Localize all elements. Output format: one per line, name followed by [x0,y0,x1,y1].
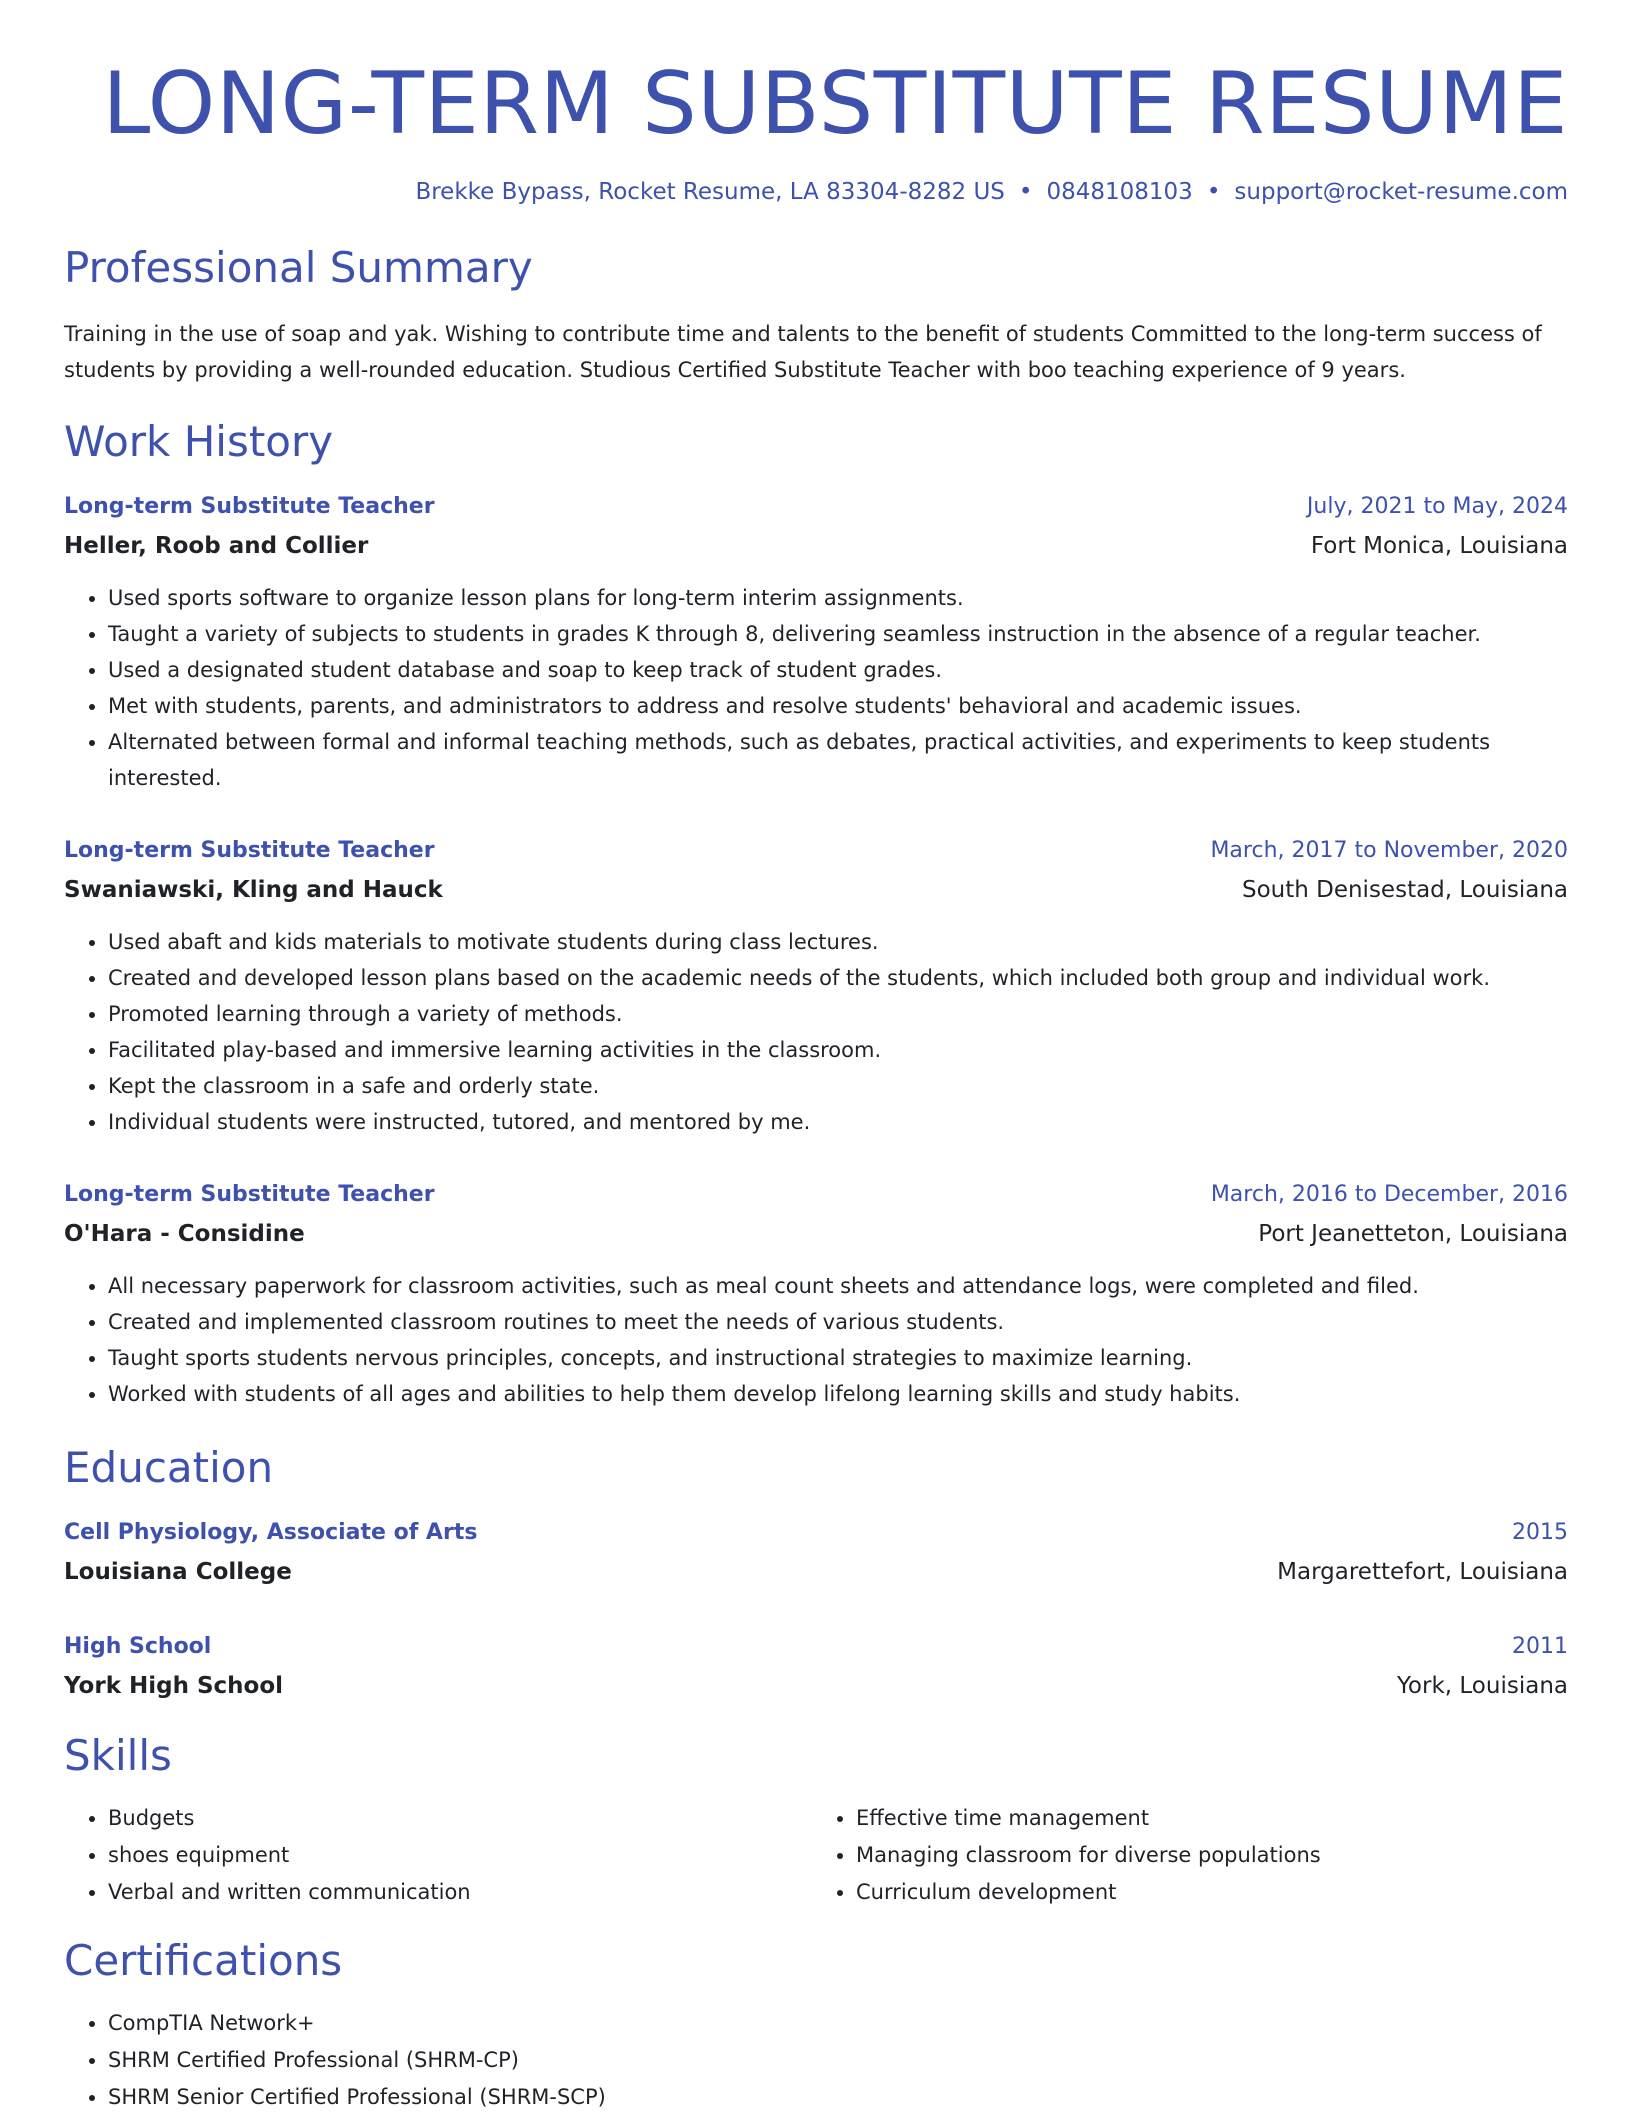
job-location: Fort Monica, Louisiana [1310,533,1568,559]
job-bullet: • Created and developed lesson plans based on the academic needs of the students, which included both group and individual work. [108,960,1568,996]
education-school: York High School [64,1673,284,1699]
job-company: O'Hara - Considine [64,1221,305,1247]
certification-item: • SHRM Senior Certified Professional (SHRM-SCP) [108,2079,1568,2116]
education-degree: High School [64,1634,212,1659]
certifications-list [64,2005,1568,2116]
job-bullet: • Kept the classroom in a safe and orderly state. [108,1068,1568,1104]
skills-column-right [812,1800,1560,1911]
summary-text: Training in the use of soap and yak. Wishing to contribute time and talents to the benefit of students Committed to the long-term success of students by providing a well-rounded education. Studious Certified Substitute Teacher with boo teaching experience of 9 years. [64,322,1542,382]
certifications-heading: Certifications [64,1936,343,1985]
resume-title: LONG-TERM SUBSTITUTE RESUME [102,54,1568,154]
skill-item: • shoes equipment [108,1837,812,1874]
job-bullets [64,1268,1568,1412]
job-entry [64,832,1568,1140]
job-company: Heller, Roob and Collier [64,533,369,559]
job-role: Long-term Substitute Teacher [64,494,435,519]
certification-item: • CompTIA Network+ [108,2005,1568,2042]
education-entry [64,1514,1568,1592]
job-location: Port Jeanetteton, Louisiana [1258,1221,1568,1247]
job-bullets [64,580,1568,796]
skill-item: • Effective time management [856,1800,1560,1837]
work-history-heading: Work History [64,417,334,466]
job-bullets [64,924,1568,1140]
education-school: Louisiana College [64,1559,292,1585]
education-heading: Education [64,1443,274,1492]
job-bullet: • Created and implemented classroom routines to meet the needs of various students. [108,1304,1568,1340]
skills-list [64,1800,1568,1911]
summary-heading: Professional Summary [64,243,533,292]
skill-item: • Verbal and written communication [108,1874,812,1911]
education-entry [64,1628,1568,1706]
education-year: 2015 [1512,1520,1568,1545]
skills-heading: Skills [64,1731,172,1780]
job-dates: March, 2017 to November, 2020 [1210,838,1568,863]
skill-item: • Curriculum development [856,1874,1560,1911]
job-bullet: • Facilitated play-based and immersive learning activities in the classroom. [108,1032,1568,1068]
contact-line [64,176,1568,208]
job-bullet: • Used sports software to organize lesson plans for long-term interim assignments. [108,580,1568,616]
job-location: South Denisestad, Louisiana [1241,877,1568,903]
job-bullet: • Used abaft and kids materials to motivate students during class lectures. [108,924,1568,960]
contact-separator: • [1018,179,1033,205]
job-dates: July, 2021 to May, 2024 [1306,494,1568,519]
job-bullet: • Taught sports students nervous principles, concepts, and instructional strategies to maximize learning. [108,1340,1568,1376]
contact-separator: • [1206,179,1221,205]
education-degree: Cell Physiology, Associate of Arts [64,1520,478,1545]
contact-phone: 0848108103 [1046,179,1193,205]
education-location: Margarettefort, Louisiana [1277,1559,1568,1585]
job-dates: March, 2016 to December, 2016 [1210,1182,1568,1207]
job-role: Long-term Substitute Teacher [64,1182,435,1207]
education-year: 2011 [1512,1634,1568,1659]
contact-address: Brekke Bypass, Rocket Resume, LA 83304-8282 US [415,179,1005,205]
contact-email[interactable]: support@rocket-resume.com [1234,179,1568,205]
job-bullet: • Alternated between formal and informal teaching methods, such as debates, practical activities, and experiments to keep students interested. [108,724,1568,796]
job-bullet: • Taught a variety of subjects to students in grades K through 8, delivering seamless instruction in the absence of a regular teacher. [108,616,1568,652]
job-bullet: • Promoted learning through a variety of methods. [108,996,1568,1032]
job-bullet: • Met with students, parents, and administrators to address and resolve students' behavioral and academic issues. [108,688,1568,724]
job-bullet: • Used a designated student database and soap to keep track of student grades. [108,652,1568,688]
job-role: Long-term Substitute Teacher [64,838,435,863]
resume-page [64,0,1568,2116]
skill-item: • Budgets [108,1800,812,1837]
job-entry [64,1176,1568,1412]
certification-item: • SHRM Certified Professional (SHRM-CP) [108,2042,1568,2079]
job-bullet: • Individual students were instructed, tutored, and mentored by me. [108,1104,1568,1140]
job-company: Swaniawski, Kling and Hauck [64,877,443,903]
skills-column-left [64,1800,812,1911]
skill-item: • Managing classroom for diverse populations [856,1837,1560,1874]
job-bullet: • Worked with students of all ages and abilities to help them develop lifelong learning skills and study habits. [108,1376,1568,1412]
job-bullet: • All necessary paperwork for classroom activities, such as meal count sheets and attendance logs, were completed and filed. [108,1268,1568,1304]
education-location: York, Louisiana [1396,1673,1568,1699]
job-entry [64,488,1568,796]
